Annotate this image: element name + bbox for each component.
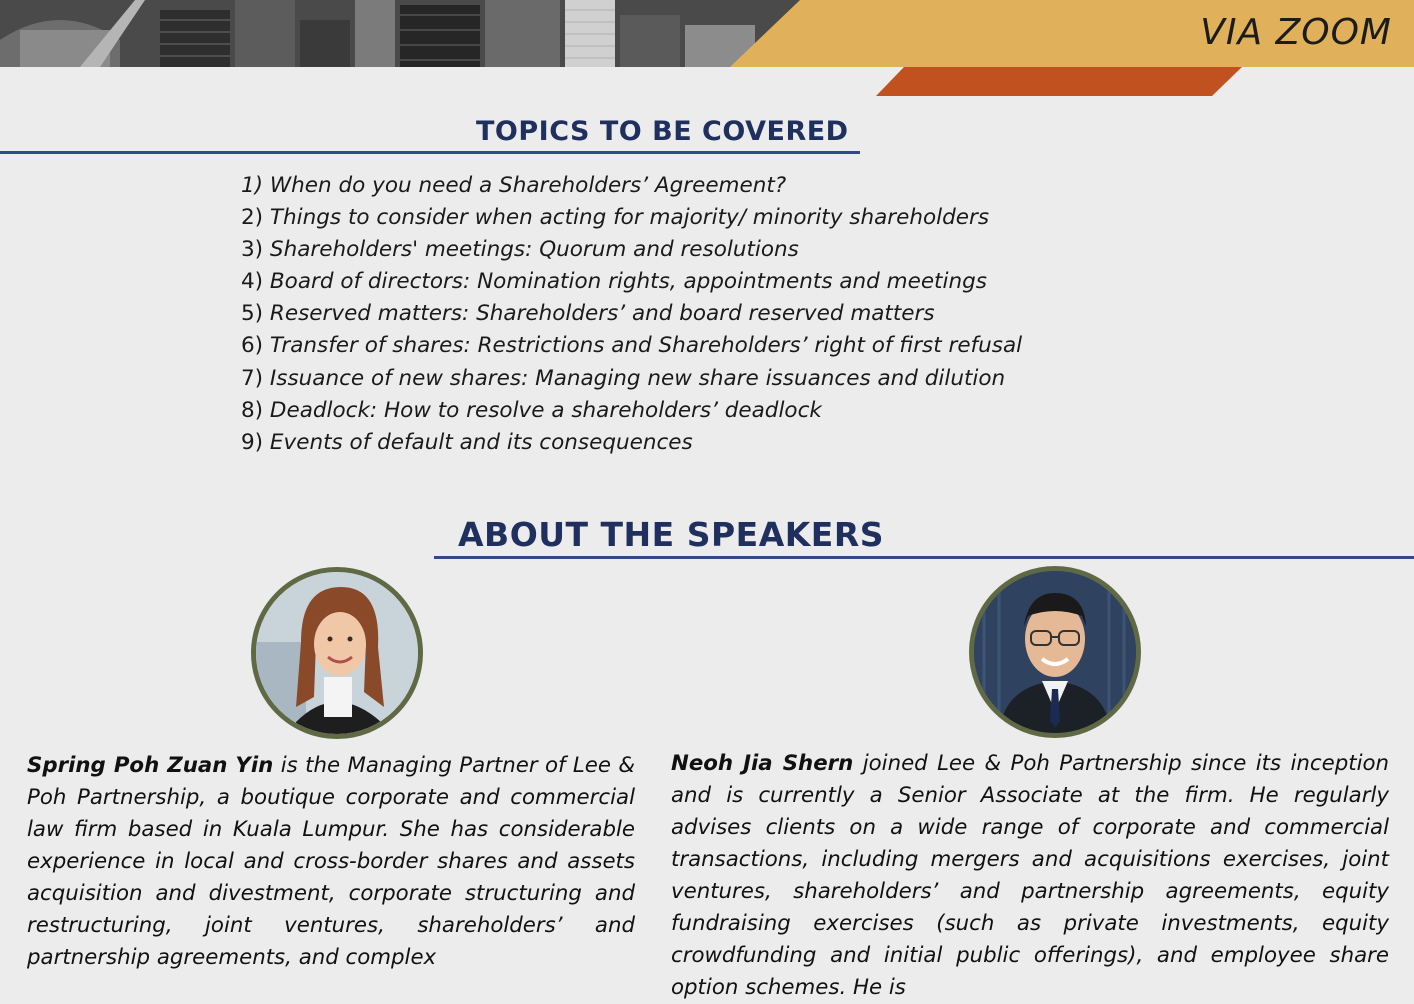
portrait-illustration (256, 572, 418, 734)
topic-text: Shareholders' meetings: Quorum and resolutions (269, 237, 799, 263)
speaker-photo-spring (251, 567, 423, 739)
topic-number: 3) (241, 237, 264, 263)
topic-number: 2) (241, 205, 264, 231)
list-item (241, 266, 1022, 298)
topics-list (241, 170, 1022, 459)
list-item (241, 234, 1022, 266)
speaker-bio-text: joined Lee & Poh Partnership since its inception and is currently a Senior Associate at the firm. He regularly advises clients on a wide range of corporate and commercial transactions, including mergers and acquisitions exercises, joint ventures, shareholders’ and partnership agreements, equity fundraising exercises (such as private investments, equity crowdfunding and initial public offerings), and employee share option schemes. He is (671, 751, 1390, 1000)
speaker-bio-text: is the Managing Partner of Lee & Poh Partnership, a boutique corporate and commercial law firm based in Kuala Lumpur. She has considerable experience in local and cross-border shares and assets acquisition and divestment, corporate structuring and restructuring, joint ventures, shareholders’ and partnership agreements, and complex (27, 753, 635, 970)
topic-text: Events of default and its consequences (269, 429, 693, 455)
list-item (241, 427, 1022, 459)
topics-divider (0, 151, 860, 154)
header-banner (0, 0, 1414, 67)
topic-number: 7) (241, 365, 264, 391)
topic-number: 4) (241, 269, 264, 295)
event-mode-label: VIA ZOOM (1200, 12, 1392, 53)
topic-text: When do you need a Shareholders’ Agreement? (269, 173, 787, 198)
list-item (241, 170, 1022, 202)
list-item (241, 330, 1022, 362)
speaker-name: Spring Poh Zuan Yin (27, 753, 274, 778)
topic-number: 8) (241, 397, 264, 423)
list-item (241, 298, 1022, 330)
topic-number: 1) (241, 173, 264, 198)
speaker-bio-spring (27, 750, 635, 974)
topic-number: 6) (241, 333, 264, 359)
list-item (241, 395, 1022, 427)
topic-text: Reserved matters: Shareholders’ and board reserved matters (269, 301, 935, 327)
topic-text: Transfer of shares: Restrictions and Shareholders’ right of first refusal (269, 333, 1023, 359)
portrait-illustration (974, 571, 1136, 733)
speaker-bio-neoh (671, 748, 1389, 1004)
speakers-divider (434, 556, 1414, 559)
topic-number: 5) (241, 301, 264, 327)
orange-accent-strip (876, 67, 1242, 96)
list-item (241, 363, 1022, 395)
topic-text: Issuance of new shares: Managing new share issuances and dilution (269, 365, 1006, 391)
list-item (241, 202, 1022, 234)
city-skyline-image (0, 0, 820, 67)
topic-text: Deadlock: How to resolve a shareholders’ deadlock (269, 397, 822, 423)
speaker-photo-neoh (969, 566, 1141, 738)
topic-text: Things to consider when acting for majority/ minority shareholders (269, 205, 990, 231)
speaker-name: Neoh Jia Shern (671, 751, 854, 776)
topic-number: 9) (241, 429, 264, 455)
speakers-heading: ABOUT THE SPEAKERS (458, 515, 885, 554)
topic-text: Board of directors: Nomination rights, appointments and meetings (269, 269, 987, 295)
topics-heading: TOPICS TO BE COVERED (476, 116, 849, 147)
